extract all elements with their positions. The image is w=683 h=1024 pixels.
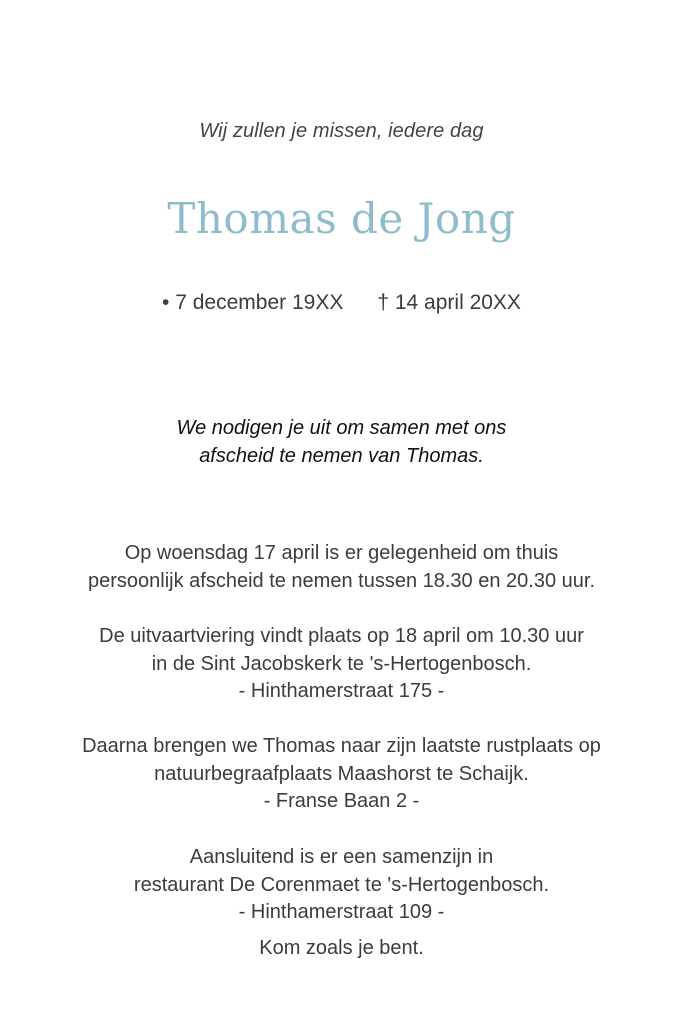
birth-date: • 7 december 19XX	[162, 291, 344, 314]
life-dates	[0, 291, 683, 315]
paragraph-line: restaurant De Corenmaet te 's-Hertogenbosch.	[133, 873, 550, 896]
paragraph-line: natuurbegraafplaats Maashorst te Schaijk.	[154, 762, 529, 785]
paragraph-line: persoonlijk afscheid te nemen tussen 18.30 en 20.30 uur.	[87, 569, 595, 592]
address-line: - Franse Baan 2 -	[263, 790, 420, 812]
gathering-paragraph	[0, 844, 683, 927]
paragraph-line: Daarna brengen we Thomas naar zijn laatste rustplaats op	[82, 735, 601, 757]
paragraph-line: Aansluitend is er een samenzijn in	[189, 846, 494, 868]
invitation-text	[0, 414, 683, 470]
paragraph-line: Op woensdag 17 april is er gelegenheid om thuis	[124, 542, 559, 564]
viewing-paragraph	[0, 540, 683, 595]
burial-paragraph	[0, 733, 683, 816]
deceased-name: Thomas de Jong	[167, 194, 516, 243]
address-line: - Hinthamerstraat 109 -	[238, 901, 445, 923]
death-date: † 14 april 20XX	[377, 291, 521, 314]
paragraph-line: in de Sint Jacobskerk te 's-Hertogenbosch.	[151, 652, 532, 675]
invitation-line: afscheid te nemen van Thomas.	[199, 445, 484, 467]
service-paragraph	[0, 623, 683, 706]
closing-text: Kom zoals je bent.	[259, 937, 424, 959]
paragraph-line: De uitvaartviering vindt plaats op 18 april om 10.30 uur	[99, 625, 584, 647]
motto: Wij zullen je missen, iedere dag	[199, 120, 484, 142]
address-line: - Hinthamerstraat 175 -	[238, 680, 445, 702]
invitation-line: We nodigen je uit om samen met ons	[176, 417, 507, 439]
